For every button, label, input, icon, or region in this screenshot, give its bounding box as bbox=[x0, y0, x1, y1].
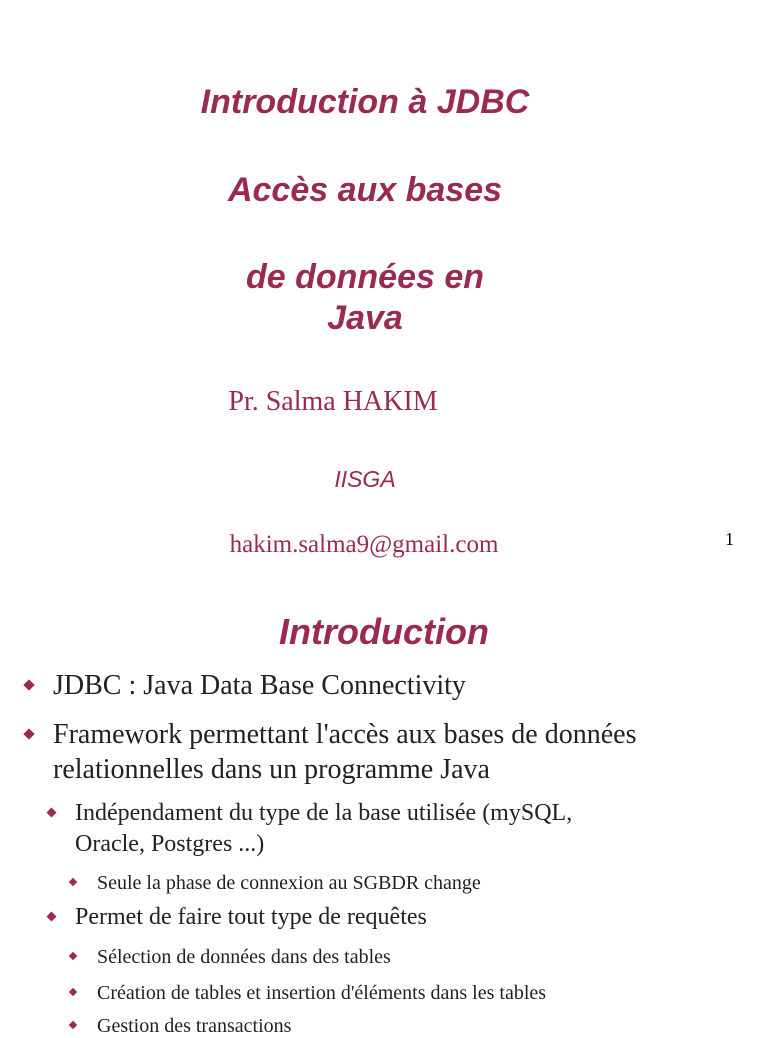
diamond-bullet-icon bbox=[23, 679, 34, 690]
bullet-text-line: Framework permettant l'accès aux bases de données bbox=[53, 719, 637, 750]
author-email: hakim.salma9@gmail.com bbox=[229, 531, 499, 558]
diamond-bullet-icon bbox=[47, 808, 57, 818]
slide-title: Introduction bbox=[279, 611, 489, 652]
sub-sub-bullet-item bbox=[97, 981, 546, 1005]
sub-sub-bullet-item bbox=[97, 945, 391, 969]
title-line-3: de données en bbox=[245, 258, 485, 296]
bullet-text: Seule la phase de connexion au SGBDR change bbox=[97, 872, 481, 894]
bullet-text-line: Indépendament du type de la base utilisée (mySQL, bbox=[75, 800, 573, 826]
bullet-text: Permet de faire tout type de requêtes bbox=[75, 904, 427, 930]
bullet-item bbox=[53, 668, 466, 703]
sub-bullet-item bbox=[75, 902, 427, 933]
bullet-item bbox=[53, 717, 637, 787]
bullet-text: Sélection de données dans des tables bbox=[97, 946, 391, 968]
diamond-bullet-icon bbox=[69, 952, 77, 960]
diamond-bullet-icon bbox=[69, 988, 77, 996]
title-line-4: Java bbox=[327, 299, 403, 337]
sub-sub-bullet-item bbox=[97, 1014, 291, 1038]
diamond-bullet-icon bbox=[69, 878, 77, 886]
diamond-bullet-icon bbox=[23, 728, 34, 739]
bullet-text: Création de tables et insertion d'éléments dans les tables bbox=[97, 982, 547, 1004]
bullet-text: JDBC : Java Data Base Connectivity bbox=[53, 670, 466, 701]
sub-bullet-item bbox=[75, 798, 572, 860]
sub-sub-bullet-item bbox=[97, 871, 481, 895]
author-name: Pr. Salma HAKIM bbox=[228, 386, 438, 417]
content-slide bbox=[0, 580, 768, 1037]
bullet-text-line: relationnelles dans un programme Java bbox=[53, 754, 490, 785]
title-line-1: Introduction à JDBC bbox=[200, 83, 530, 121]
institution-name: IISGA bbox=[334, 466, 396, 492]
diamond-bullet-icon bbox=[69, 1021, 77, 1029]
page-number: 1 bbox=[725, 529, 734, 549]
title-line-2: Accès aux bases bbox=[227, 171, 503, 209]
diamond-bullet-icon bbox=[47, 912, 57, 922]
bullet-text-line: Oracle, Postgres ...) bbox=[75, 831, 265, 857]
bullet-text: Gestion des transactions bbox=[97, 1015, 292, 1037]
